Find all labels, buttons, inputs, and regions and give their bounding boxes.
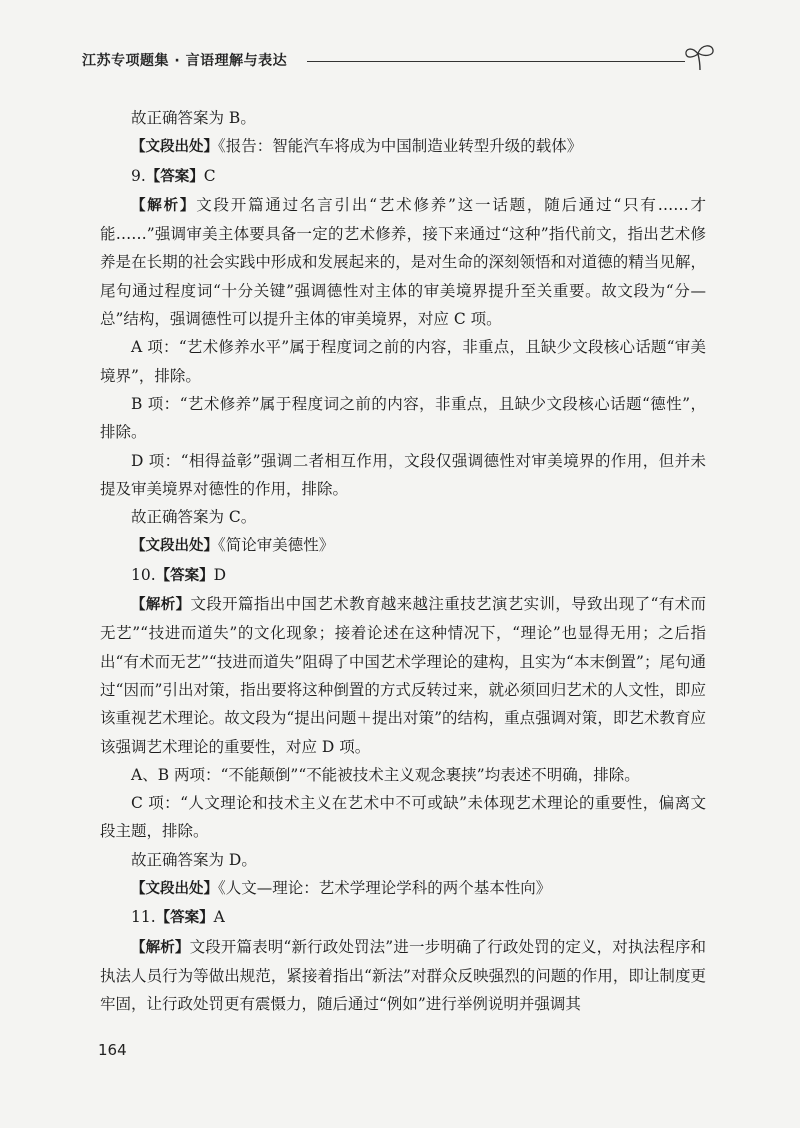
- source-tag: 【文段出处】: [131, 139, 218, 156]
- answer-tag: 【答案】: [155, 910, 214, 927]
- answer-letter: A: [213, 908, 225, 927]
- paragraph-text: 故正确答案为 B。: [131, 109, 256, 127]
- paragraph-text: 《报告：智能汽车将成为中国制造业转型升级的载体》: [218, 137, 583, 156]
- header-title: 江苏专项题集 · 言语理解与表达: [82, 53, 288, 69]
- paragraph: [100, 846, 706, 874]
- paragraph-text: 故正确答案为 D。: [131, 850, 257, 869]
- paragraph: [100, 503, 706, 531]
- paragraph: [100, 104, 706, 132]
- paragraph: [100, 132, 706, 161]
- analysis-tag: 【解析】: [131, 597, 191, 614]
- paragraph: [100, 447, 706, 504]
- header-rule: [307, 61, 685, 62]
- paragraph-text: B 项：“艺术修养”属于程度词之前的内容，非重点，且缺少文段核心话题“德性”，排除。: [100, 394, 706, 442]
- paragraph-text: 文段开篇指出中国艺术教育越来越注重技艺演艺实训，导致出现了“有术而无艺”“技进而道失”的文化现象；接着论述在这种情况下，“理论”也显得无用；之后指出“有术而无艺”“技进而道失”阻碍了中国艺术学理论的建构，且实为“本末倒置”；尾句通过“因而”引出对策，指出要将这种倒置的方式反转过来，就必须回归艺术的人文性，即应该重视艺术理论。故文段为“提出问题＋提出对策”的结构，重点强调对策，即艺术教育应该强调艺术理论的重要性，对应 D 项。: [100, 595, 706, 756]
- paragraph-text: D 项：“相得益彰”强调二者相互作用，文段仅强调德性对审美境界的作用，但并未提及审美境界对德性的作用，排除。: [100, 451, 706, 498]
- paragraph: [100, 874, 706, 903]
- paragraph: [100, 789, 706, 846]
- answer-line: [100, 903, 706, 932]
- paragraph-text: 《简论审美德性》: [218, 536, 335, 555]
- paragraph-text: A、B 两项：“不能颠倒”“不能被技术主义观念裹挟”均表述不明确，排除。: [131, 765, 640, 784]
- answer-line: [100, 561, 706, 590]
- answer-tag: 【答案】: [155, 567, 214, 584]
- paragraph: [100, 590, 706, 761]
- paragraph-text: 故正确答案为 C。: [131, 508, 257, 527]
- page-number: 164: [98, 1041, 127, 1059]
- question-number: 10.: [131, 565, 156, 584]
- question-number: 9.: [131, 166, 146, 185]
- paragraph: [100, 191, 706, 333]
- paragraph: [100, 761, 706, 789]
- paragraph-text: 文段开篇通过名言引出“艺术修养”这一话题，随后通过“只有……才能……”强调审美主体要具备一定的艺术修养，接下来通过“这种”指代前文，指出艺术修养是在长期的社会实践中形成和发展起来的，是对生命的深刻领悟和对道德的精当见解，尾句通过程度词“十分关键”强调德性对主体的审美境界提升至关重要。故文段为“分—总”结构，强调德性可以提升主体的审美境界，对应 C 项。: [100, 195, 707, 329]
- paragraph-text: 文段开篇表明“新行政处罚法”进一步明确了行政处罚的定义，对执法程序和执法人员行为等做出规范，紧接着指出“新法”对群众反映强烈的问题的作用，即让制度更牢固，让行政处罚更有震慑力，随后通过“例如”进行举例说明并强调其: [100, 937, 706, 1014]
- source-tag: 【文段出处】: [131, 538, 218, 555]
- running-header: [82, 40, 722, 80]
- paragraph: [100, 933, 706, 1019]
- paragraph-text: A 项：“艺术修养水平”属于程度词之前的内容，非重点，且缺少文段核心话题“审美境界”，排除。: [100, 338, 706, 385]
- answer-letter: D: [213, 565, 227, 584]
- source-tag: 【文段出处】: [131, 881, 218, 898]
- paragraph: [100, 390, 706, 447]
- answer-tag: 【答案】: [145, 168, 204, 185]
- paragraph: [100, 333, 706, 390]
- page-body: [100, 104, 706, 1019]
- sprout-icon: [682, 42, 718, 74]
- paragraph: [100, 531, 706, 560]
- paragraph-text: C 项：“人文理论和技术主义在艺术中不可或缺”未体现艺术理论的重要性，偏离文段主题，排除。: [100, 794, 706, 841]
- analysis-tag: 【解析】: [131, 197, 197, 214]
- analysis-tag: 【解析】: [131, 939, 190, 956]
- answer-line: [100, 162, 706, 191]
- paragraph-text: 《人文—理论：艺术学理论学科的两个基本性向》: [218, 879, 552, 898]
- answer-letter: C: [203, 166, 216, 185]
- question-number: 11.: [131, 908, 156, 927]
